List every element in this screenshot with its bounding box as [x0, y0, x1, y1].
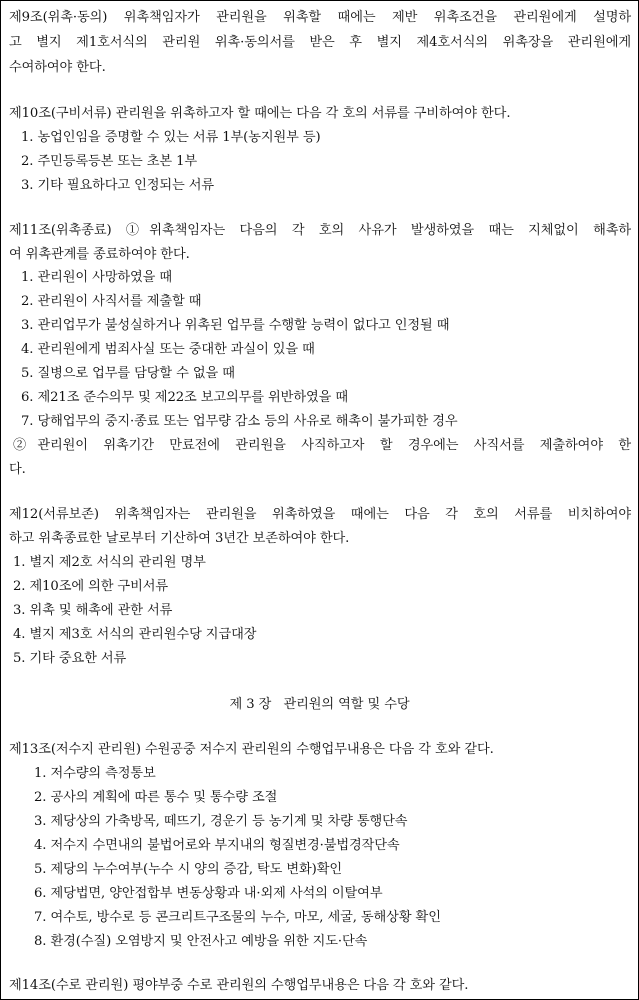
- article-12-line-1: 제12(서류보존) 위촉책임자는 관리원을 위촉하였을 때에는 다음 각 호의 서류를 비치하여야: [9, 507, 631, 522]
- article-9-line-1: 제9조(위촉·동의) 위촉책임자가 관리원을 위촉할 때에는 제반 위촉조건을 관리원에게 설명하: [9, 10, 631, 25]
- article-13-item-1: 1. 저수량의 측정통보: [34, 766, 156, 781]
- article-10-item-1: 1. 농업인임을 증명할 수 있는 서류 1부(농지원부 등): [21, 130, 321, 145]
- article-10-heading: 제10조(구비서류) 관리원을 위촉하고자 할 때에는 다음 각 호의 서류를 구비하여야 한다.: [9, 106, 511, 121]
- article-11-line-2: 여 위촉관계를 종료하여야 한다.: [9, 247, 190, 262]
- article-13-item-7: 7. 여수토, 방수로 등 콘크리트구조물의 누수, 마모, 세굴, 동해상황 확인: [34, 910, 441, 925]
- article-12-item-2: 2. 제10조에 의한 구비서류: [13, 579, 168, 594]
- article-13-item-6: 6. 제당법면, 양안접합부 변동상황과 내·외제 사석의 이탈여부: [34, 886, 383, 901]
- article-11-item-7: 7. 당해업무의 중지·종료 또는 업무량 감소 등의 사유로 해촉이 불가피한 경우: [21, 414, 458, 429]
- article-11-para-2-line-1: ②관리원이 위촉기간 만료전에 관리원을 사직하고자 할 경우에는 사직서를 제출하여야 한: [13, 438, 631, 453]
- article-12-line-2: 하고 위촉종료한 날로부터 기산하여 3년간 보존하여야 한다.: [9, 531, 350, 546]
- article-13-item-3: 3. 제당상의 가축방목, 떼뜨기, 경운기 등 농기계 및 차량 통행단속: [34, 814, 408, 829]
- article-11-line-1: 제11조(위촉종료) ①위촉책임자는 다음의 각 호의 사유가 발생하였을 때는 지체없이 해촉하: [9, 223, 631, 238]
- article-11-item-4: 4. 관리원에게 범죄사실 또는 중대한 과실이 있을 때: [21, 342, 315, 357]
- article-11-item-5: 5. 질병으로 업무를 담당할 수 없을 때: [21, 366, 235, 381]
- article-12-item-4: 4. 별지 제3호 서식의 관리원수당 지급대장: [13, 627, 257, 642]
- article-14-heading: 제14조(수로 관리원) 평야부중 수로 관리원의 수행업무내용은 다음 각 호와 같다.: [9, 978, 469, 993]
- article-12-item-1: 1. 별지 제2호 서식의 관리원 명부: [13, 555, 206, 570]
- article-10-item-3: 3. 기타 필요하다고 인정되는 서류: [21, 178, 215, 193]
- article-11-item-3: 3. 관리업무가 불성실하거나 위촉된 업무를 수행할 능력이 없다고 인정될 때: [21, 318, 450, 333]
- chapter-3-title: 제 3 장 관리원의 역할 및 수당: [229, 697, 410, 712]
- article-11-item-2: 2. 관리원이 사직서를 제출할 때: [21, 294, 202, 309]
- article-13-item-2: 2. 공사의 계획에 따른 통수 및 통수량 조절: [34, 790, 278, 805]
- article-9-line-2: 고 별지 제1호서식의 관리원 위촉·동의서를 받은 후 별지 제4호서식의 위촉장을 관리원에게: [9, 35, 631, 50]
- article-13-item-5: 5. 제당의 누수여부(누수 시 양의 증감, 탁도 변화)확인: [34, 862, 342, 877]
- article-12-item-3: 3. 위촉 및 해촉에 관한 서류: [13, 603, 173, 618]
- article-11-item-1: 1. 관리원이 사망하였을 때: [21, 270, 173, 285]
- article-10-item-2: 2. 주민등록등본 또는 초본 1부: [21, 154, 198, 169]
- article-13-item-8: 8. 환경(수질) 오염방지 및 안전사고 예방을 위한 지도·단속: [34, 934, 368, 949]
- article-13-item-4: 4. 저수지 수면내의 불법어로와 부지내의 형질변경·불법경작단속: [34, 838, 400, 853]
- article-11-para-2-line-2: 다.: [9, 462, 26, 477]
- article-9-line-3: 수여하여야 한다.: [9, 60, 106, 75]
- article-11-item-6: 6. 제21조 준수의무 및 제22조 보고의무를 위반하였을 때: [21, 390, 348, 405]
- article-13-heading: 제13조(저수지 관리원) 수원공중 저수지 관리원의 수행업무내용은 다음 각 호와 같다.: [9, 742, 494, 757]
- article-12-item-5: 5. 기타 중요한 서류: [13, 651, 127, 666]
